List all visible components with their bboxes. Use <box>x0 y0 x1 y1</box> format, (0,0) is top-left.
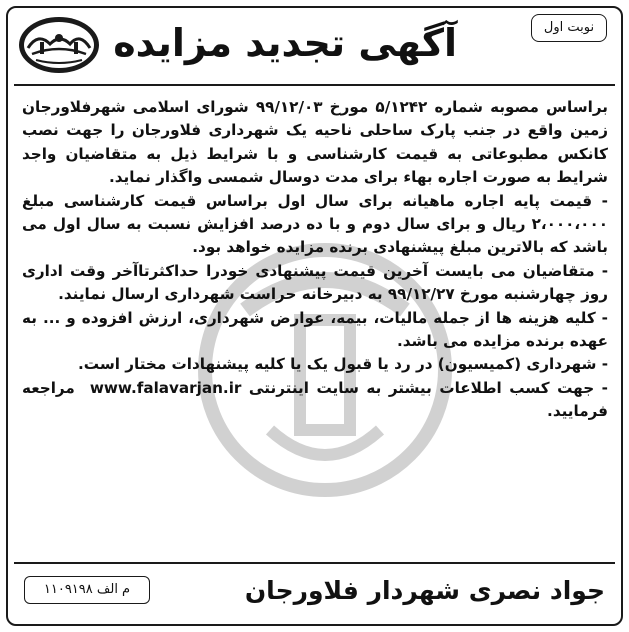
notice-item: - قیمت پایه اجاره ماهیانه برای سال اول براساس قیمت کارشناسی مبلغ ۲،۰۰۰،۰۰۰ ریال و برای سال دوم و با ده درصد افزایش نسبت به سال اول می باشد که بالاترین مبلغ پیشنهادی برنده مزایده خواهد بود. <box>22 191 608 257</box>
header-divider <box>14 84 615 86</box>
notice-intro: براساس مصوبه شماره ۵/۱۲۴۲ مورخ ۹۹/۱۲/۰۳ شورای اسلامی شهرفلاورجان زمین واقع در جنب پارک ساحلی ناحیه یک شهرداری فلاورجان را جهت نصب کانکس مطبوعاتی به قیمت کارشناسی و با شرایط ذیل به متقاضیان واجد شرایط به صورت اجاره بهاء برای مدت دوسال شمسی واگذار نماید. <box>22 98 608 187</box>
signature-name: جواد نصری شهردار فلاورجان <box>244 576 605 605</box>
footer-divider <box>14 562 615 564</box>
notice-item: - شهرداری (کمیسیون) در رد یا قبول یک یا کلیه پیشنهادات مختار است. <box>77 355 608 374</box>
notice-header <box>8 8 617 84</box>
notice-body <box>22 96 608 424</box>
notice-item: - کلیه هزینه ها از جمله مالیات، بیمه، عوارض شهرداری، ارزش افزوده و ... به عهده برنده مزایده می باشد. <box>22 308 608 351</box>
notice-item-contact <box>22 377 608 424</box>
contact-text-after: مراجعه فرمایید. <box>22 378 608 421</box>
notice-code: م الف ۱۱۰۹۱۹۸ <box>24 576 150 604</box>
notice-item: - متقاضیان می بایست آخرین قیمت پیشنهادی خودرا حداکثرتاآخر وقت اداری روز چهارشنبه مورخ ۹۹/۱۲/۲۷ به دبیرخانه حراست شهرداری ارسال نمایند. <box>22 261 608 304</box>
page-title: آگهی تجدید مزایده <box>113 21 457 65</box>
issue-badge: نوبت اول <box>531 14 607 42</box>
website-link[interactable]: www.falavarjan.ir <box>89 378 242 397</box>
contact-text-before: - جهت کسب اطلاعات بیشتر به سایت اینترنتی <box>248 378 608 397</box>
municipality-logo-icon <box>16 14 102 76</box>
